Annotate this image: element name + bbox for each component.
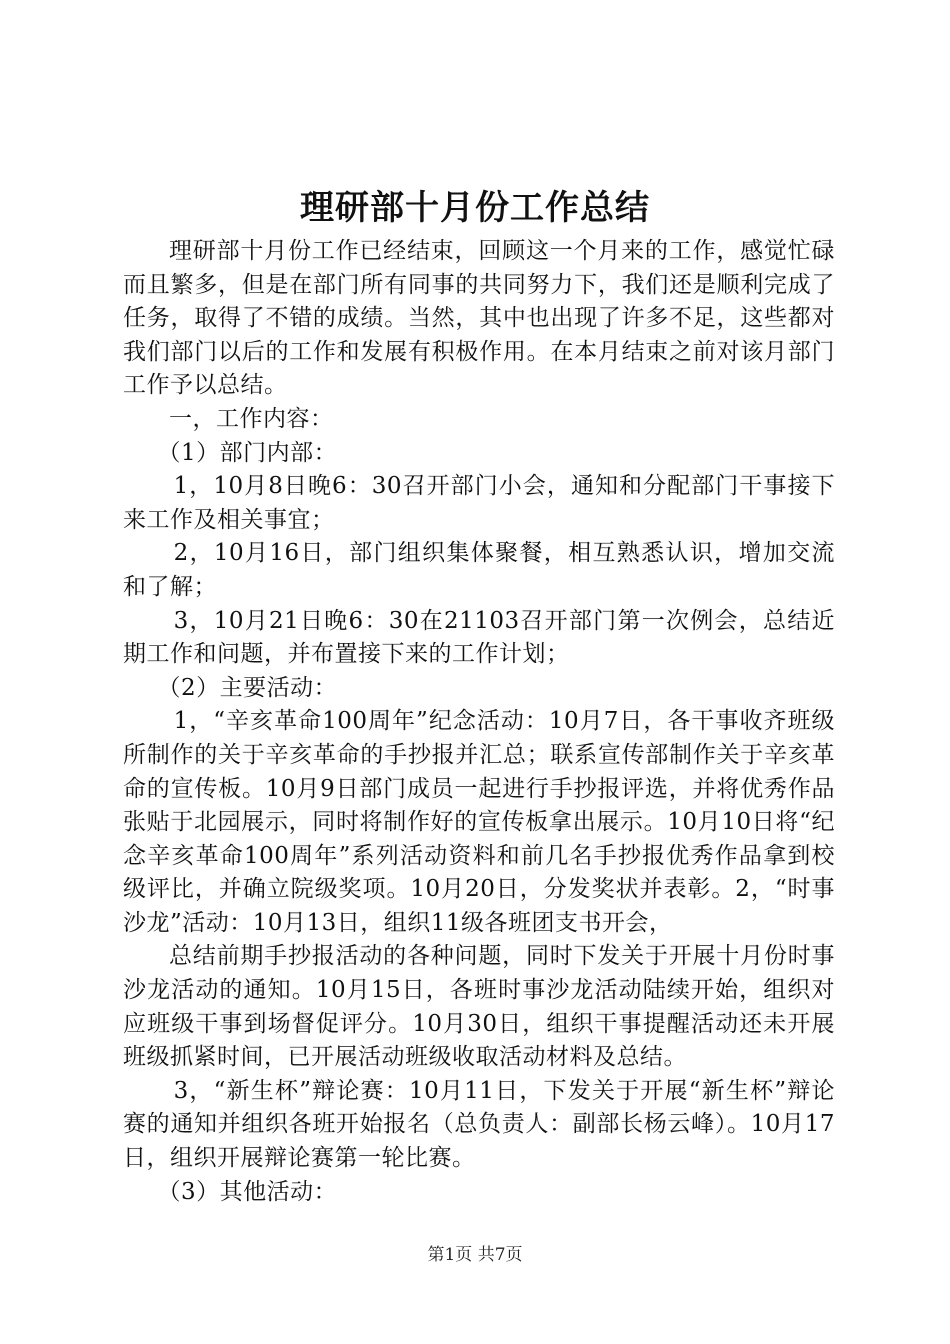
document-title: 理研部十月份工作总结 [300, 188, 650, 228]
document-body [123, 235, 835, 1209]
page-footer: 第1页 共7页 [427, 1245, 523, 1265]
list-item: 3，“新生杯”辩论赛：10月11日，下发关于开展“新生杯”辩论赛的通知并组织各班开始报名（总负责人：副部长杨云峰）。10月17日，组织开展辩论赛第一轮比赛。 [123, 1077, 835, 1172]
subsection-heading-other-activities: （3）其他活动： [157, 1178, 338, 1205]
list-item: 1，“辛亥革命100周年”纪念活动：10月7日，各干事收齐班级所制作的关于辛亥革命的手抄报并汇总；联系宣传部制作关于辛亥革命的宣传板。10月9日部门成员一起进行手抄报评选，并将优秀作品张贴于北园展示，同时将制作好的宣传板拿出展示。10月10日将“纪念辛亥革命100周年”系列活动资料和前几名手抄报优秀作品拿到校级评比，并确立院级奖项。10月20日，分发奖状并表彰。2，“时事沙龙”活动：10月13日，组织11级各班团支书开会， [123, 708, 835, 936]
intro-paragraph: 理研部十月份工作已经结束，回顾这一个月来的工作，感觉忙碌而且繁多，但是在部门所有同事的共同努力下，我们还是顺利完成了任务，取得了不错的成绩。当然，其中也出现了许多不足，这些都对我们部门以后的工作和发展有积极作用。在本月结束之前对该月部门工作予以总结。 [123, 238, 835, 399]
section-heading-work-content: 一，工作内容： [169, 405, 334, 432]
list-item: 2，10月16日，部门组织集体聚餐，相互熟悉认识，增加交流和了解； [123, 540, 835, 600]
subsection-heading-internal: （1）部门内部： [157, 439, 338, 466]
body-paragraph: 总结前期手抄报活动的各种问题，同时下发关于开展十月份时事沙龙活动的通知。10月15日，各班时事沙龙活动陆续开始，组织对应班级干事到场督促评分。10月30日，组织干事提醒活动还未开展班级抓紧时间，已开展活动班级收取活动材料及总结。 [123, 943, 835, 1071]
subsection-heading-main-activities: （2）主要活动： [157, 674, 338, 701]
list-item: 3，10月21日晚6：30在21103召开部门第一次例会，总结近期工作和问题，并布置接下来的工作计划； [123, 607, 835, 668]
list-item: 1，10月8日晚6：30召开部门小会，通知和分配部门干事接下来工作及相关事宜； [123, 473, 835, 533]
